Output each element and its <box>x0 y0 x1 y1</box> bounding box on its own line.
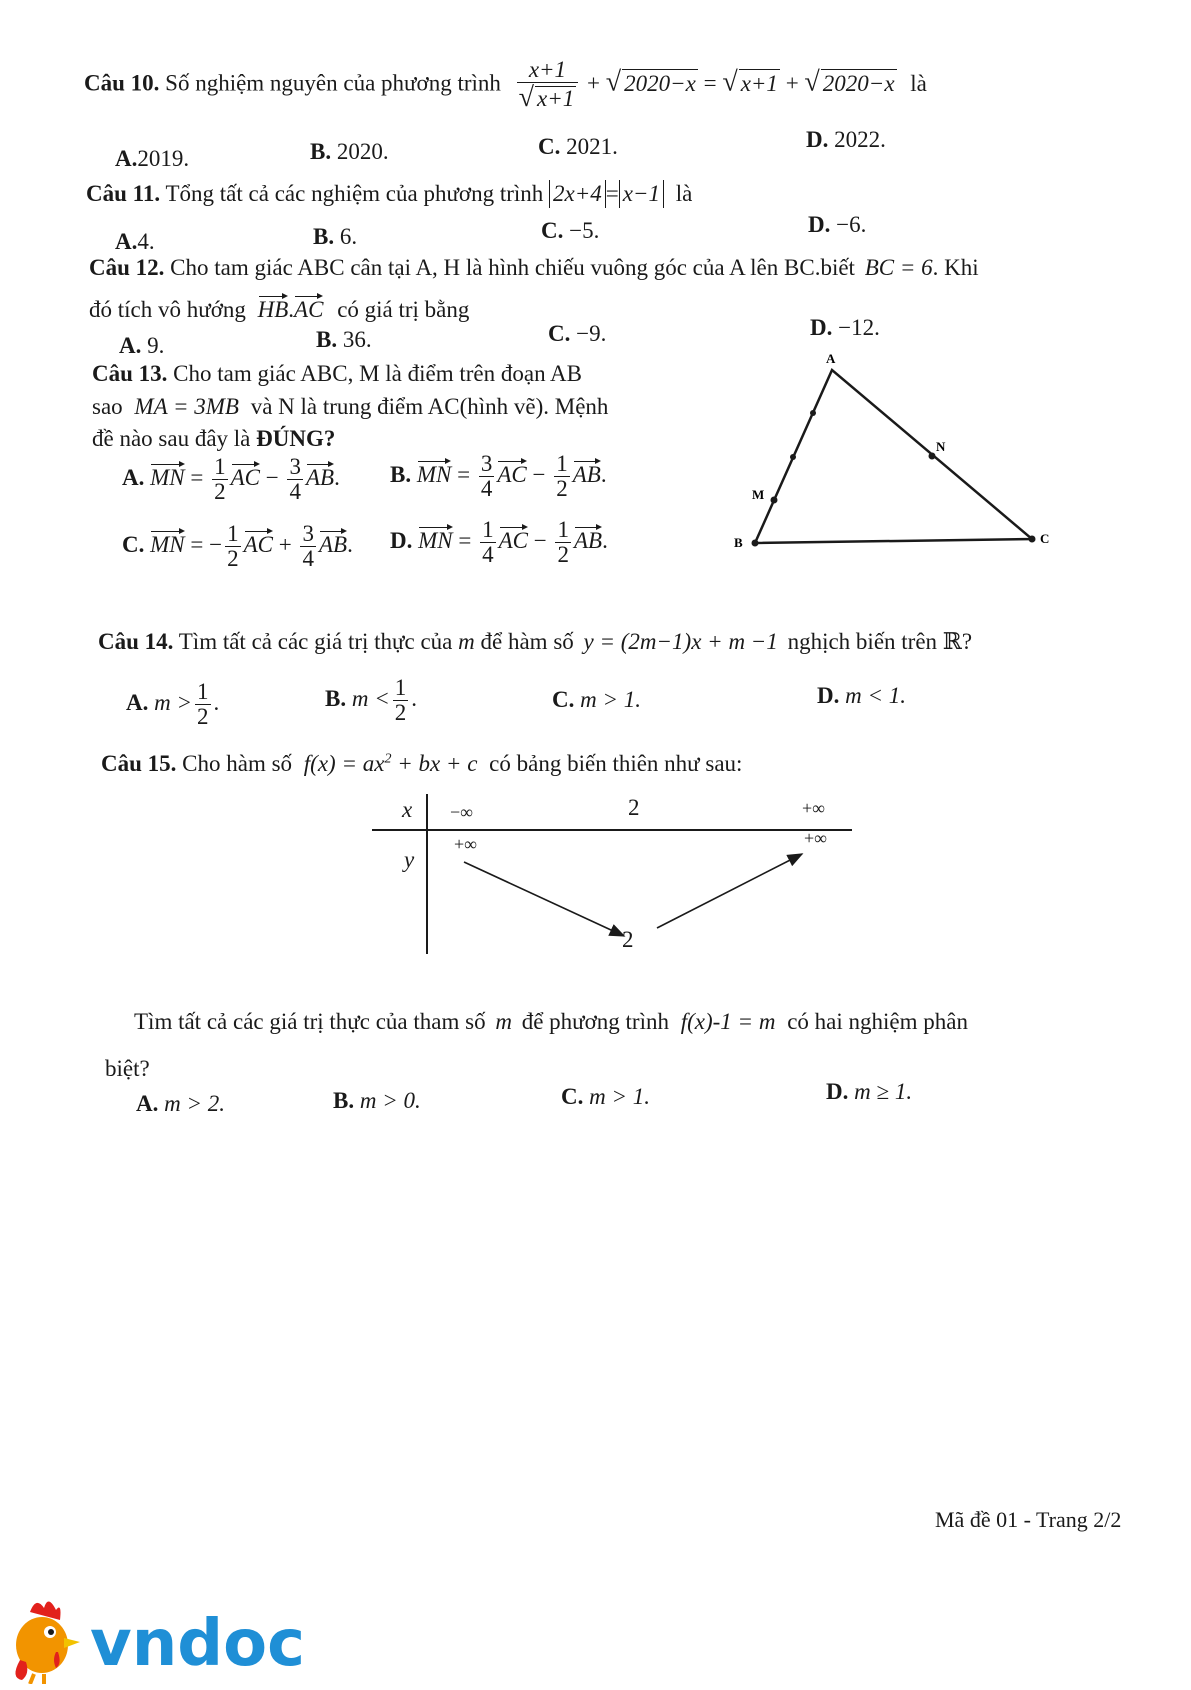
q10-option-b[interactable]: B. 2020. <box>310 139 389 164</box>
page-footer: Mã đề 01 - Trang 2/2 <box>935 1507 1122 1532</box>
q10-fraction <box>517 58 579 113</box>
q15-option-d[interactable]: D. m ≥ 1. <box>826 1079 913 1104</box>
label-n: N <box>936 439 946 454</box>
q13-option-d[interactable]: D. MN = $\frac{1}{4}$ AC − $\frac{1}{2}$ AB. <box>390 517 608 568</box>
table-x-two: 2 <box>628 795 640 820</box>
q13-stem-line2: sao MA = 3MB và N là trung điểm AC(hình vẽ). Mệnh <box>92 394 609 419</box>
q12-option-a[interactable]: A. 9. <box>119 333 165 358</box>
q12-stem-line2: đó tích vô hướng HB.AC có giá trị bằng <box>89 293 469 324</box>
q13-stem-line3: đề nào sau đây là ĐÚNG? <box>92 426 336 451</box>
q15-option-c[interactable]: C. m > 1. <box>561 1084 651 1109</box>
point-n <box>929 453 936 460</box>
table-neg-inf: −∞ <box>450 802 473 822</box>
q15-variation-table <box>370 790 860 960</box>
q10-text: Số nghiệm nguyên của phương trình <box>165 70 501 96</box>
q11-label: Câu 11. <box>86 181 161 206</box>
q14-option-d[interactable]: D. m < 1. <box>817 683 907 708</box>
point-b <box>752 540 759 547</box>
q13-option-b[interactable]: B. MN = $\frac{3}{4}$ AC − $\frac{1}{2}$ AB. <box>390 451 607 502</box>
arrow-increase <box>657 854 802 928</box>
table-y-left-inf: +∞ <box>454 834 477 854</box>
arrow-decrease <box>464 862 624 936</box>
q10-option-d[interactable]: D. 2022. <box>806 127 886 152</box>
q14-option-c[interactable]: C. m > 1. <box>552 687 642 712</box>
q14-option-b[interactable]: B. m < $\frac{1}{2}$ . <box>325 675 417 726</box>
vndoc-logo <box>0 1590 342 1684</box>
q12-option-c[interactable]: C. −9. <box>548 321 607 346</box>
q13-option-a[interactable]: A. MN = $\frac{1}{2}$ AC − $\frac{3}{4}$ AB. <box>122 454 340 505</box>
q15-stem: Câu 15. Cho hàm số $f(x) = ax^2$ + bx + c có bảng biến thiên như sau: <box>101 751 743 776</box>
q15-option-b[interactable]: B. m > 0. <box>333 1088 421 1113</box>
logo-wordmark: vndoc <box>90 1607 305 1681</box>
q10-rad2: x+1 <box>740 70 778 96</box>
q15-ask-line1: Tìm tất cả các giá trị thực của tham số m để phương trình f(x)-1 = m có hai nghiệm phân <box>134 1009 968 1034</box>
table-x-label: x <box>402 797 413 822</box>
q10-option-c[interactable]: C. 2021. <box>538 134 618 159</box>
q12-option-d[interactable]: D. −12. <box>810 315 880 340</box>
q10-rad1: 2020−x <box>624 70 696 96</box>
q11-option-c[interactable]: C. −5. <box>541 218 600 243</box>
q10-frac-den: √ x+1 <box>518 82 575 114</box>
label-a: A <box>826 351 836 366</box>
q13-stem-line1: Câu 13. Cho tam giác ABC, M là điểm trên đoạn AB <box>92 361 583 386</box>
rooster-icon <box>15 1601 80 1684</box>
triangle-abc <box>755 370 1032 543</box>
q14-label: Câu 14. <box>98 629 174 654</box>
q14-option-a[interactable]: A. m > $\frac{1}{2}$ . <box>126 679 220 730</box>
point-c <box>1029 536 1036 543</box>
label-c: C <box>1040 531 1050 546</box>
table-y-right-inf: +∞ <box>804 828 827 848</box>
q13-label: Câu 13. <box>92 361 168 386</box>
table-pos-inf: +∞ <box>802 798 825 818</box>
q10-rad3: 2020−x <box>822 70 895 96</box>
q12-label: Câu 12. <box>89 255 165 280</box>
q13-triangle-figure <box>720 350 1050 560</box>
q13-option-c[interactable]: C. MN = − $\frac{1}{2}$ AC + $\frac{3}{4}$ AB. <box>122 521 353 572</box>
q11-option-a[interactable]: A.4. <box>115 229 155 254</box>
q14-stem: Câu 14. Tìm tất cả các giá trị thực của m để hàm số y = (2m−1)x + m −1 nghịch biến trên ℝ? <box>98 629 973 654</box>
table-y-label: y <box>404 847 415 872</box>
q12-option-b[interactable]: B. 36. <box>316 327 372 352</box>
q11-text: Tổng tất cả các nghiệm của phương trình <box>165 181 544 206</box>
q10-stem: Câu 10. Số nghiệm nguyên của phương trình $\frac{x+1}{√ x+1}$ + √ 2020−x = √ x+1 + √ 2020−x là <box>84 57 927 114</box>
point-m <box>771 497 778 504</box>
q12-stem-line1: Câu 12. Cho tam giác ABC cân tại A, H là hình chiếu vuông góc của A lên BC.biết BC = 6. Khi <box>89 255 979 280</box>
q11-option-d[interactable]: D. −6. <box>808 212 867 237</box>
q11-stem: Câu 11. Tổng tất cả các nghiệm của phương trình 2x+4 = x−1 là <box>86 181 693 206</box>
q10-frac-num: x+1 <box>517 58 579 83</box>
q10-label: Câu 10. <box>84 70 160 96</box>
q15-label: Câu 15. <box>101 751 177 776</box>
q11-option-b[interactable]: B. 6. <box>313 224 358 249</box>
q15-ask-line2: biệt? <box>105 1056 150 1081</box>
label-m: M <box>752 487 765 502</box>
table-y-min: 2 <box>622 927 634 952</box>
q10-option-a[interactable]: A.2019. <box>115 146 190 171</box>
label-b: B <box>734 535 743 550</box>
q15-option-a[interactable]: A. m > 2. <box>136 1091 226 1116</box>
